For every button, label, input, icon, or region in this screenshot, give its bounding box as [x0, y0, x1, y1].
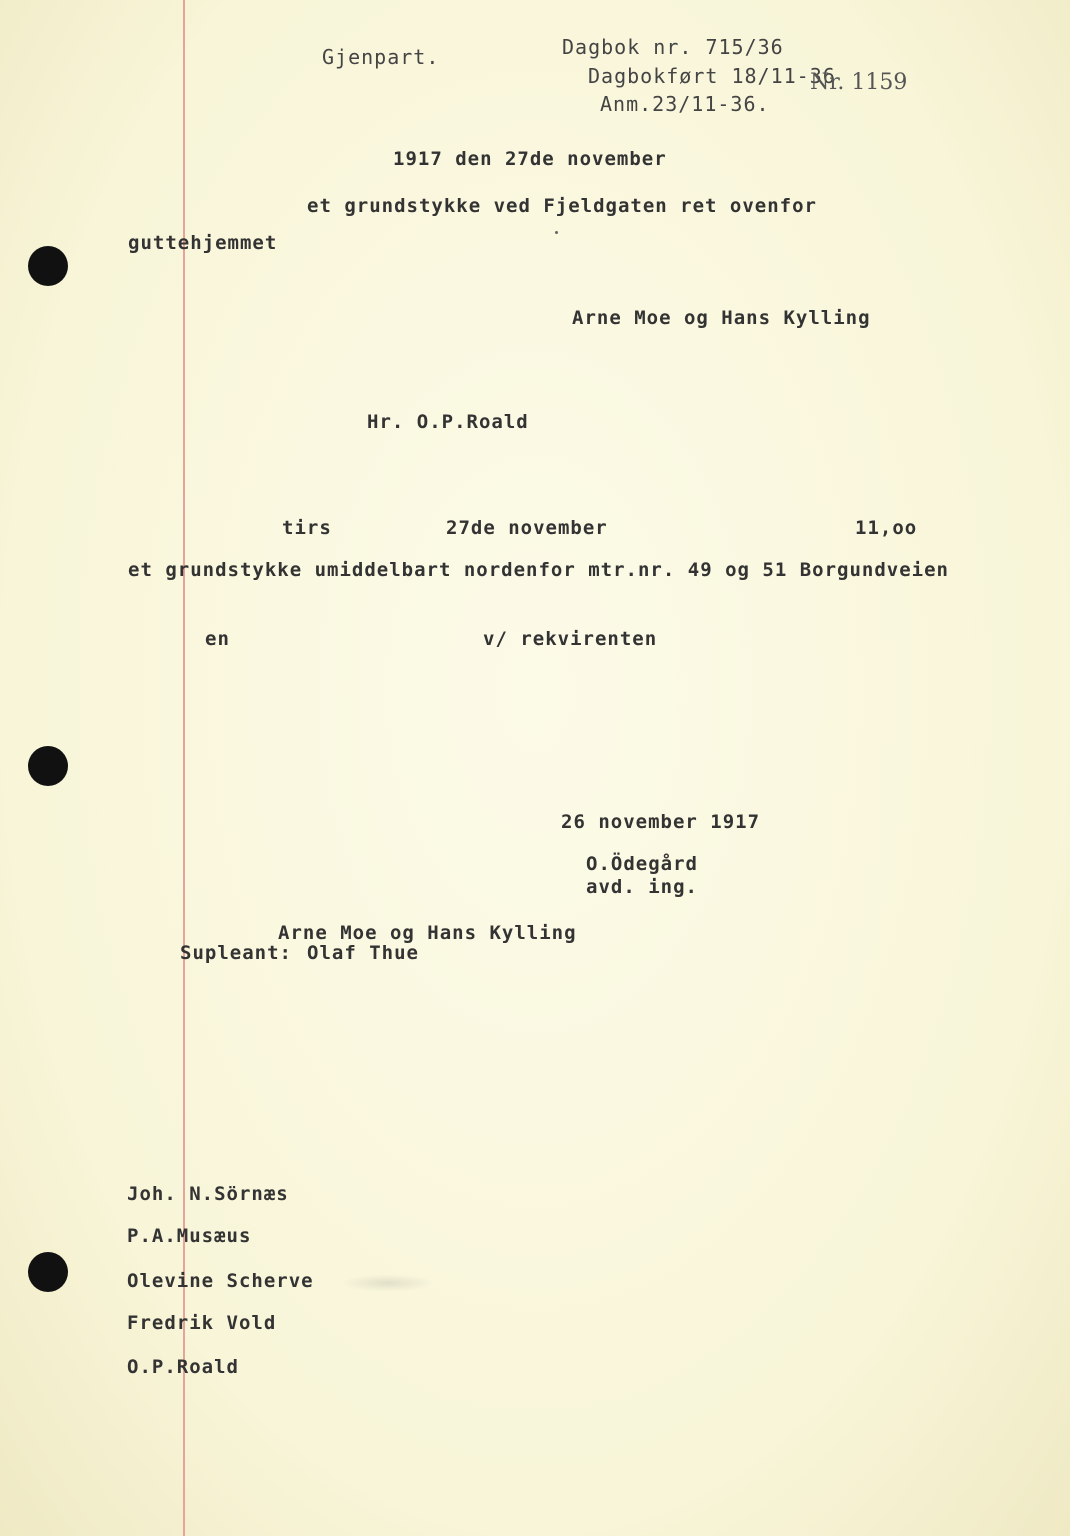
paper-smudge	[340, 1274, 435, 1292]
meeting-date: 27de november	[446, 517, 608, 539]
recipient-item: Fredrik Vold	[127, 1312, 277, 1334]
record-number: Nr. 1159	[810, 70, 908, 95]
meeting-time: 11,oo	[855, 517, 918, 539]
punch-hole	[28, 746, 68, 786]
recipient-item: P.A.Musæus	[127, 1225, 252, 1247]
members-line: Arne Moe og Hans Kylling	[278, 922, 577, 944]
property-description-line2: guttehjemmet	[128, 232, 278, 254]
punch-hole	[28, 1252, 68, 1292]
meeting-place: v/ rekvirenten	[483, 628, 658, 650]
parties-line: Arne Moe og Hans Kylling	[572, 307, 871, 329]
note-date: Anm.23/11-36.	[600, 92, 770, 116]
parcel-line: et grundstykke umiddelbart nordenfor mtr.nr. 49 og 51 Borgundveien	[128, 559, 949, 581]
property-description-line1: et grundstykke ved Fjeldgaten ret ovenfor	[307, 195, 817, 217]
substitute-name: Olaf Thue	[307, 942, 419, 964]
journal-number: Dagbok nr. 715/36	[562, 35, 784, 59]
recipient-item: Olevine Scherve	[127, 1270, 314, 1292]
copy-label: Gjenpart.	[322, 45, 440, 69]
margin-rule	[183, 0, 185, 1536]
addressee: Hr. O.P.Roald	[367, 411, 529, 433]
date-line: 1917 den 27de november	[393, 148, 667, 170]
en-word: en	[205, 628, 230, 650]
recipient-item: Joh. N.Sörnæs	[127, 1183, 289, 1205]
meeting-day: tirs	[282, 517, 332, 539]
substitute-label: Supleant:	[180, 942, 292, 964]
recipient-item: O.P.Roald	[127, 1356, 239, 1378]
journal-entry-stamp: Dagbokført 18/11-36	[588, 64, 836, 88]
ink-speck	[555, 231, 558, 234]
punch-hole	[28, 246, 68, 286]
signatory-name: O.Ödegård	[586, 853, 698, 875]
signature-date: 26 november 1917	[561, 811, 761, 833]
signatory-title: avd. ing.	[586, 876, 698, 898]
